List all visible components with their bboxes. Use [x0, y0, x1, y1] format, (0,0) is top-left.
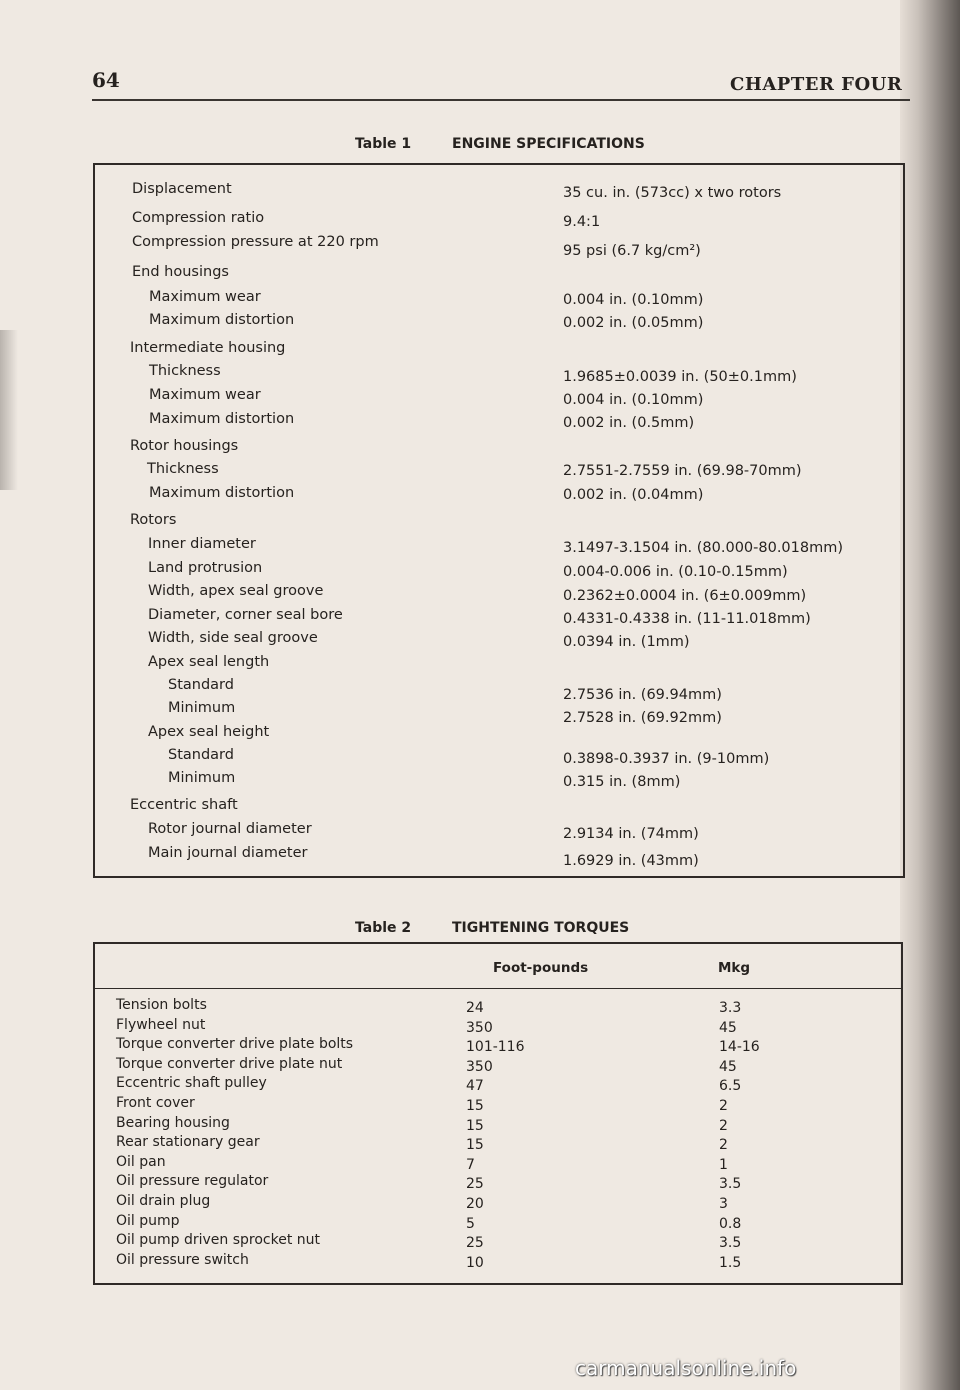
mkg-value: 3.5: [719, 1176, 742, 1193]
mkg-value: 3: [719, 1196, 728, 1212]
table-row: [0, 1154, 960, 1174]
torque-item: Oil pump driven sprocket nut: [116, 1232, 321, 1249]
spec-label: Minimum: [168, 770, 236, 786]
table-row: [0, 1232, 960, 1252]
torque-item: Torque converter drive plate nut: [116, 1055, 343, 1072]
mkg-value: 6.5: [719, 1078, 742, 1095]
mkg-value: 3.3: [719, 1000, 742, 1016]
spec-label: Thickness: [149, 363, 221, 379]
table2-caption-title: TIGHTENING TORQUES: [452, 920, 630, 936]
spec-value: 1.9685±0.0039 in. (50±0.1mm): [563, 369, 797, 385]
header-rule: [92, 99, 910, 101]
mkg-value: 2: [719, 1098, 728, 1114]
spec-label: Width, side seal groove: [148, 630, 318, 646]
spec-value: 95 psi (6.7 kg/cm²): [563, 243, 701, 259]
foot-pounds-value: 20: [466, 1196, 484, 1212]
spec-value: 2.7528 in. (69.92mm): [563, 710, 722, 726]
mkg-value: 2: [719, 1117, 728, 1134]
spec-value: 0.004 in. (0.10mm): [563, 292, 704, 308]
table-row: [0, 997, 960, 1017]
spec-label: Intermediate housing: [130, 340, 286, 356]
spec-value: 0.0394 in. (1mm): [563, 634, 690, 650]
foot-pounds-value: 25: [466, 1176, 484, 1193]
table-row: [0, 1075, 960, 1095]
spec-value: 0.002 in. (0.04mm): [563, 487, 704, 503]
foot-pounds-value: 24: [466, 1000, 484, 1016]
table2-header-rule: [93, 988, 903, 989]
mkg-value: 2: [719, 1137, 728, 1154]
torque-item: Bearing housing: [116, 1114, 230, 1131]
spec-label: Standard: [168, 677, 234, 693]
spec-label: Minimum: [168, 700, 236, 716]
torque-item: Oil drain plug: [116, 1193, 211, 1209]
spec-value: 0.002 in. (0.05mm): [563, 315, 704, 331]
table-row: [0, 1017, 960, 1037]
column-header-mkg: Mkg: [718, 960, 751, 976]
torque-item: Flywheel nut: [116, 1016, 206, 1033]
spec-label: Main journal diameter: [148, 845, 308, 861]
spec-label: Rotor housings: [130, 438, 239, 454]
spec-label: Maximum distortion: [149, 312, 295, 328]
table-row: [0, 1213, 960, 1233]
table-row: [0, 1056, 960, 1076]
spec-value: 0.002 in. (0.5mm): [563, 415, 695, 431]
spec-label: Inner diameter: [148, 536, 256, 552]
torque-item: Rear stationary gear: [116, 1134, 260, 1151]
spec-label: End housings: [132, 264, 229, 280]
mkg-value: 45: [719, 1058, 737, 1075]
torque-item: Torque converter drive plate bolts: [116, 1036, 354, 1053]
mkg-value: 1.5: [719, 1254, 742, 1271]
mkg-value: 3.5: [719, 1235, 742, 1252]
watermark: carmanualsonline.info: [575, 1356, 797, 1380]
foot-pounds-value: 7: [466, 1156, 475, 1173]
foot-pounds-value: 47: [466, 1078, 484, 1095]
spec-value: 0.4331-0.4338 in. (11-11.018mm): [563, 611, 811, 627]
torque-item: Eccentric shaft pulley: [116, 1075, 267, 1092]
spec-label: Displacement: [132, 181, 232, 197]
table-row: [0, 1036, 960, 1056]
table-row: [0, 1173, 960, 1193]
foot-pounds-value: 15: [466, 1098, 484, 1114]
spec-label: Thickness: [147, 461, 219, 477]
foot-pounds-value: 101-116: [466, 1039, 525, 1056]
spec-value: 2.7536 in. (69.94mm): [563, 687, 722, 703]
foot-pounds-value: 15: [466, 1137, 484, 1154]
spec-label: Maximum wear: [149, 387, 261, 403]
spec-label: Width, apex seal groove: [148, 583, 324, 599]
table-row: [0, 1095, 960, 1115]
spec-value: 2.7551-2.7559 in. (69.98-70mm): [563, 463, 802, 479]
foot-pounds-value: 25: [466, 1235, 484, 1252]
torque-item: Oil pump: [116, 1212, 180, 1229]
spec-value: 0.2362±0.0004 in. (6±0.009mm): [563, 588, 807, 604]
spec-value: 0.3898-0.3937 in. (9-10mm): [563, 751, 770, 767]
foot-pounds-value: 350: [466, 1058, 493, 1075]
spec-label: Maximum distortion: [149, 485, 295, 501]
foot-pounds-value: 5: [466, 1215, 475, 1232]
table-row: [0, 1193, 960, 1213]
spec-value: 3.1497-3.1504 in. (80.000-80.018mm): [563, 540, 844, 556]
foot-pounds-value: 350: [466, 1019, 493, 1036]
page-edge-shadow: [0, 330, 18, 490]
spec-label: Rotor journal diameter: [148, 821, 312, 837]
table-row: [0, 1134, 960, 1154]
spec-label: Land protrusion: [148, 560, 263, 576]
spec-value: 0.004 in. (0.10mm): [563, 392, 704, 408]
spec-label: Diameter, corner seal bore: [148, 607, 343, 623]
torque-item: Tension bolts: [116, 997, 207, 1013]
spec-label: Apex seal length: [148, 654, 270, 670]
spec-label: Maximum wear: [149, 289, 261, 305]
spec-label: Standard: [168, 747, 234, 763]
spec-value: 0.004-0.006 in. (0.10-0.15mm): [563, 564, 788, 580]
foot-pounds-value: 15: [466, 1117, 484, 1134]
torque-item: Oil pan: [116, 1153, 166, 1170]
mkg-value: 14-16: [719, 1039, 760, 1056]
spec-label: Compression pressure at 220 rpm: [132, 234, 379, 250]
table1-caption-number: Table 1: [355, 136, 412, 152]
foot-pounds-value: 10: [466, 1254, 484, 1271]
torque-item: Oil pressure regulator: [116, 1173, 269, 1190]
mkg-value: 1: [719, 1156, 728, 1173]
spec-value: 2.9134 in. (74mm): [563, 826, 699, 842]
spec-label: Eccentric shaft: [130, 797, 238, 813]
column-header-foot-pounds: Foot-pounds: [493, 960, 589, 976]
spec-label: Compression ratio: [132, 210, 265, 226]
torque-item: Oil pressure switch: [116, 1251, 249, 1268]
mkg-value: 45: [719, 1019, 737, 1036]
chapter-title: CHAPTER FOUR: [730, 74, 903, 95]
table1-caption-title: ENGINE SPECIFICATIONS: [452, 136, 645, 152]
spec-label: Rotors: [130, 512, 177, 528]
table-row: [0, 1115, 960, 1135]
torque-item: Front cover: [116, 1095, 195, 1111]
table2-caption-number: Table 2: [355, 920, 412, 936]
spec-label: Maximum distortion: [149, 411, 295, 427]
spec-value: 0.315 in. (8mm): [563, 774, 681, 790]
spec-label: Apex seal height: [148, 724, 270, 740]
spec-value: 1.6929 in. (43mm): [563, 853, 699, 869]
mkg-value: 0.8: [719, 1215, 742, 1232]
spec-value: 35 cu. in. (573cc) x two rotors: [563, 185, 782, 201]
table-row: [0, 1252, 960, 1272]
spec-value: 9.4:1: [563, 214, 601, 230]
page-number: 64: [92, 68, 120, 92]
